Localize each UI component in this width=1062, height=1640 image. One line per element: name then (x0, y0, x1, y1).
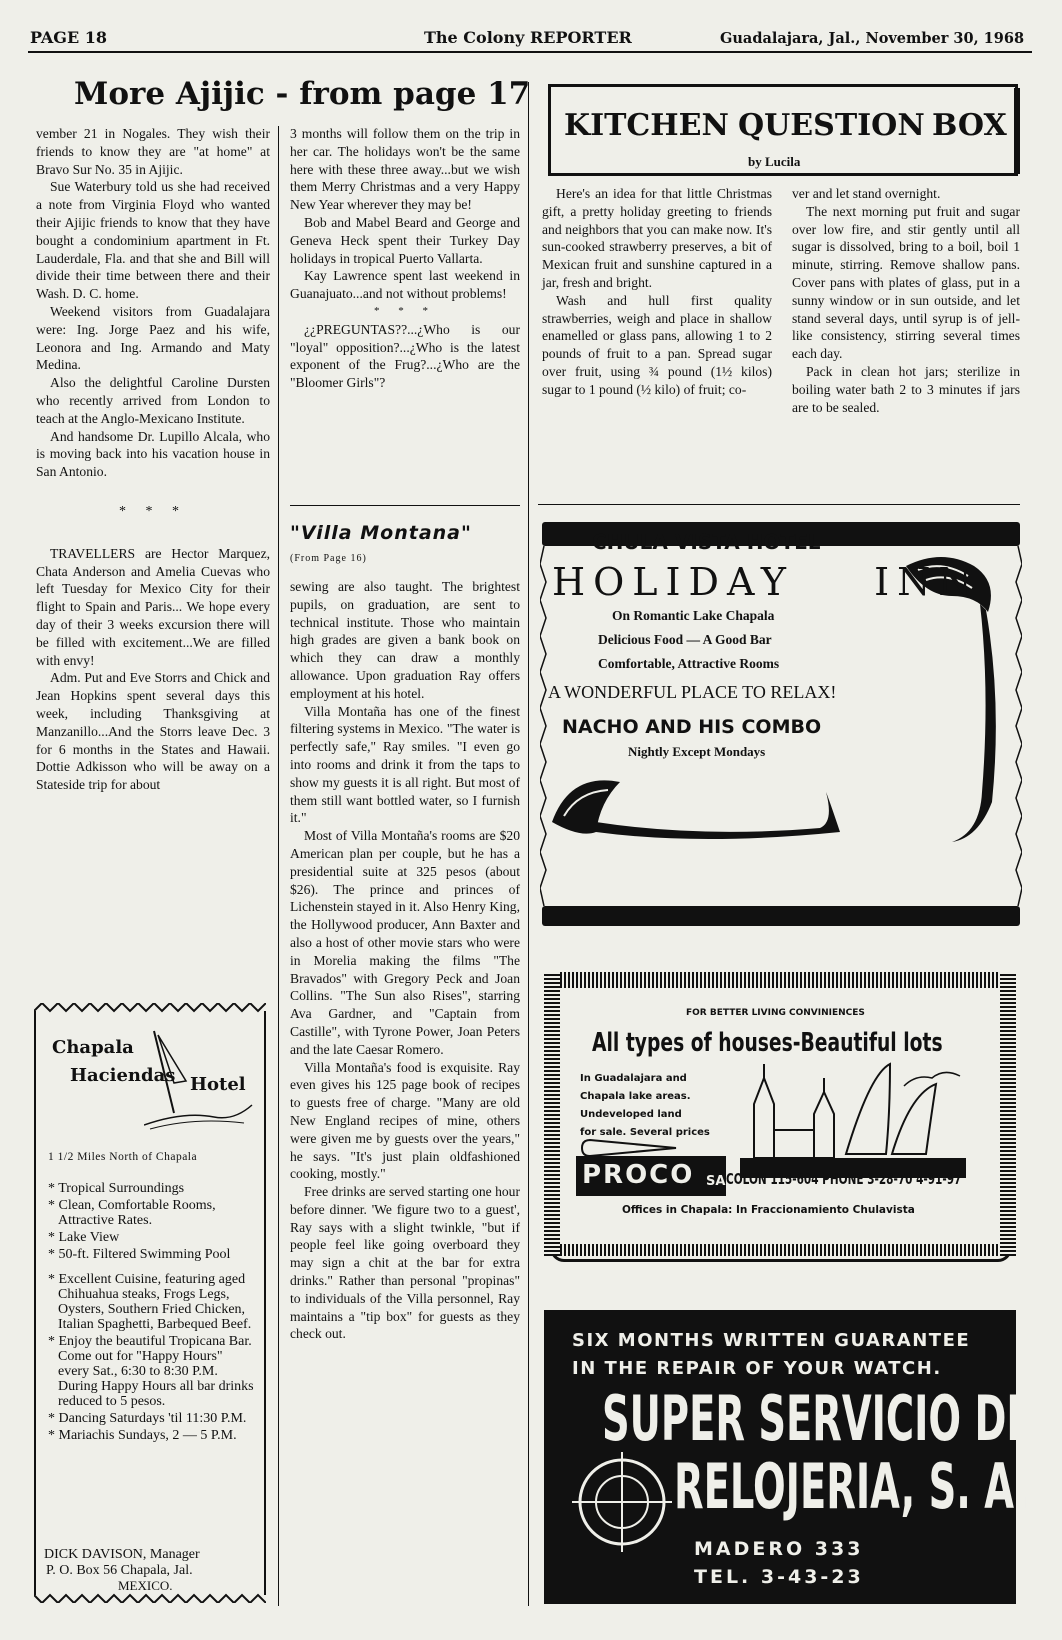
paragraph: sewing are also taught. The brightest pupils, on graduation, are sent to technical institute. Those who maintain high grades are given a bank book on which they can draw a monthly allowance. Upon graduation Ray offers employment at his hotel. (290, 579, 520, 701)
holiday-ad-line: Delicious Food — A Good Bar (598, 632, 772, 647)
chapala-ad-country: MEXICO. (118, 1578, 173, 1593)
holiday-ad-name: HOLIDAY INN (552, 560, 980, 604)
paper-name: The Colony REPORTER (424, 28, 632, 47)
holiday-ad-slogan: A WONDERFUL PLACE TO RELAX! (548, 682, 837, 702)
watch-ad-name-2: RELOJERIA, S. A. (674, 1450, 1030, 1523)
hatched-bottom (544, 1244, 1016, 1256)
chapala-ad-name-1: Chapala (52, 1037, 134, 1058)
kitchen-byline: by Lucila (748, 154, 801, 169)
holiday-inn-ad (540, 522, 1022, 928)
paragraph: Most of Villa Montaña's rooms are $20 American plan per couple, but he has a presidential suite at 325 pesos (about $26). The prince and princes of Lichenstein stayed in it. Also Henry King, the Hollywood producer, Ann Baxter and also a host of other movie stars who were in Morelia making the films "The Bravados" with Gregory Peck and Joan Collins. "The Sun also Rises", starring Ava Gardner, and "Captain from Castille", with Tyrone Power, Joan Peters and the late Caesar Romero. (290, 828, 520, 1057)
feature-item: * Lake View (48, 1230, 120, 1245)
hatched-top (544, 972, 1016, 988)
section-rule (290, 505, 520, 506)
paragraph: vember 21 in Nogales. They wish their friends to know they are "at home" at Bravo Sur No. 35 in Ajijic. (36, 126, 270, 177)
proco-line: for sale. Several prices (580, 1127, 710, 1138)
paragraph: Kay Lawrence spent last weekend in Guanajuato...and not without problems! (290, 268, 520, 302)
header-rule (28, 51, 1032, 53)
holiday-ad-band-sub: Nightly Except Mondays (628, 744, 766, 759)
holiday-ad-line: On Romantic Lake Chapala (612, 608, 775, 623)
feature-item: * Tropical Surroundings (48, 1181, 185, 1196)
column-rule-1 (278, 126, 279, 1606)
proco-logo-suffix: SA (706, 1174, 726, 1189)
holiday-ad-top: CHULA VISTA HOTEL (592, 530, 821, 554)
safety-pin-icon (580, 1138, 680, 1154)
proco-ad (540, 968, 1020, 1270)
ajijic-column-1 (36, 125, 270, 794)
kitchen-title-word: KITCHEN (564, 108, 729, 143)
paragraph: Pack in clean hot jars; sterilize in boiling water bath 2 to 3 minutes if jars are to be sealed. (792, 363, 1020, 415)
paragraph: TRAVELLERS are Hector Marquez, Chata Anderson and Amelia Cuevas who left Tuesday for Mexico City for their flight to Spain and Paris... We hope every day of their 3 weeks excursion there will be filled with excitement...We are filled with envy! (36, 545, 270, 668)
separator-stars: * * * (119, 503, 187, 519)
kitchen-bottom-rule (538, 504, 1020, 505)
holiday-ad-band: NACHO AND HIS COMBO (562, 716, 822, 738)
proco-line: Chapala lake areas. (580, 1091, 691, 1102)
watch-ad-line: IN THE REPAIR OF YOUR WATCH. (572, 1358, 942, 1379)
proco-offices: Offices in Chapala: In Fraccionamiento Chulavista (622, 1204, 915, 1216)
hatched-right (1000, 972, 1016, 1256)
ajijic-headline: More Ajijic - from page 17 (74, 76, 531, 112)
proco-line: In Guadalajara and (580, 1073, 687, 1084)
paragraph: ¿¿PREGUNTAS??...¿Who is our "loyal" opposition?...¿Who is the latest exponent of the Frug?...¿Who are the "Bloomer Girls"? (290, 321, 520, 391)
paragraph: Free drinks are served starting one hour before dinner. 'We figure two to a guest', Ray says with a slight twinkle, "but if people feel like going overboard they may sign a chit at the bar for extra drinks." Rather than personal "propinas" to individuals of the Villa personnel, Ray maintains a "tip box" for guests as they check out. (290, 1184, 520, 1342)
proco-tag: FOR BETTER LIVING CONVINIENCES (686, 1008, 865, 1018)
bottom-bar (542, 906, 1020, 926)
ajijic-column-2 (290, 125, 520, 392)
proco-headline: All types of houses-Beautiful lots (592, 1028, 943, 1058)
chapala-ad-name-3: Hotel (190, 1074, 246, 1095)
chapala-ad-address: P. O. Box 56 Chapala, Jal. (46, 1563, 193, 1578)
paragraph: ver and let stand overnight. (792, 186, 941, 201)
feature-item: * Mariachis Sundays, 2 — 5 P.M. (48, 1428, 237, 1443)
kitchen-column-1 (542, 185, 772, 399)
villa-title: "Villa Montana" (290, 522, 472, 544)
paragraph: Villa Montaña's food is exquisite. Ray even gives his 125 page book of recipes to guests free of charge. "Many are old New England recipes of mine, others were given me by guests over the years," he says. "It's just plain oldfashioned cooking, mostly." (290, 1059, 520, 1182)
proco-line: Undeveloped land (580, 1109, 682, 1120)
paragraph: Adm. Put and Eve Storrs and Chick and Jean Hopkins spent several days this week, including Thanksgiving at Manzanillo...And the Storrs leave Dec. 3 for 6 months in the States and Hawaii. Dottie Adkisson who will be away on a Stateside trip for about (36, 670, 270, 793)
clock-face-icon (572, 1452, 672, 1552)
hatched-left (544, 972, 560, 1256)
separator-stars: * * * (374, 304, 436, 317)
paragraph: Weekend visitors from Guadalajara were: Ing. Jorge Paez and his wife, Leonora and Ing. Armando and Maty Medina. (36, 303, 270, 373)
watch-ad-phone: TEL. 3-43-23 (694, 1566, 864, 1588)
kitchen-title-word: BOX (932, 108, 1007, 143)
holiday-ad-line: Comfortable, Attractive Rooms (598, 656, 780, 671)
kitchen-column-2 (792, 185, 1020, 416)
villa-from: (From Page 16) (290, 553, 367, 564)
paragraph: Sue Waterbury told us she had received a note from Virginia Floyd who wanted their Ajijic friends to know that they have bought a condominium apartment in Ft. Lauderdale, Fla. and that she and Bill will divide their time between there and their Wash. D. C. home. (36, 179, 270, 302)
paragraph: 3 months will follow them on the trip in her car. The holidays won't be the same here with these three away...but we wish them Merry Christmas and a very Happy New Year wherever they may be! (290, 126, 520, 213)
feature-item: * Excellent Cuisine, featuring aged Chihuahua steaks, Frogs Legs, Oysters, Southern Fried Chicken, Italian Spaghetti, Barbequed Beef. (48, 1272, 252, 1332)
paragraph: Here's an idea for that little Christmas gift, a pretty holiday greeting to friends and neighbors that you can make now. It's sun-cooked strawberry preserves, a bit of Mexican fruit and sunshine captured in a jar, fresh and bright. (542, 186, 772, 290)
paragraph: The next morning put fruit and sugar over low fire, and stir gently until all sugar is dissolved, bring to a boil, boil 1 minute, stirring. Remove shallow pans. Cover pans with plates of glass, put in a sunny window or in sun outside, and let stand several days, until syrup is of jell-like consistency, stirring several times each day. (792, 203, 1020, 362)
watch-ad-address: MADERO 333 (694, 1538, 864, 1560)
watch-ad-name-1: SUPER SERVICIO DE (602, 1382, 1033, 1455)
chapala-haciendas-ad (34, 1003, 266, 1603)
paragraph: Villa Montaña has one of the finest filtering systems in Mexico. "The water is perfectly safe," Ray smiles. "I even go into rooms and drink it from the taps to show my guests it is all right. But most of them still want bottled water, so I furnish it." (290, 703, 520, 826)
feature-item: * 50-ft. Filtered Swimming Pool (48, 1247, 231, 1262)
feature-item: * Enjoy the beautiful Tropicana Bar. Come out for "Happy Hours" every Sat., 6:30 to 8:30 P.M. During Happy Hours all bar drinks reduced to 5 pesos. (48, 1334, 254, 1409)
proco-lines (580, 1070, 710, 1142)
column-rule-2 (528, 82, 529, 1606)
paragraph: Bob and Mabel Beard and George and Geneva Heck spent their Turkey Day holidays in tropical Puerto Vallarta. (290, 214, 520, 266)
feature-item: * Dancing Saturdays 'til 11:30 P.M. (48, 1411, 247, 1426)
paragraph: Wash and hull first quality strawberries, weigh and place in shallow enamelled or glass pans, allowing 1 to 2 pounds of fruit to a pan. Spread sugar over fruit, using ¾ pound (1½ kilos) sugar to 1 pound (½ kilo) of fruit; co- (542, 292, 772, 397)
chapala-ad-features (44, 1181, 254, 1445)
feature-item: * Clean, Comfortable Rooms, Attractive Rates. (48, 1198, 216, 1228)
page-number: PAGE 18 (30, 28, 107, 47)
paragraph: And handsome Dr. Lupillo Alcala, who is moving back into his vacation house in San Antonio. (36, 428, 270, 480)
chapala-ad-name-2: Haciendas (70, 1065, 176, 1086)
watch-ad-line: SIX MONTHS WRITTEN GUARANTEE (572, 1330, 971, 1351)
chapala-ad-manager: DICK DAVISON, Manager (44, 1547, 200, 1562)
proco-logo: PROCO (582, 1160, 695, 1190)
villa-column (290, 578, 520, 1343)
watch-repair-ad (544, 1310, 1033, 1604)
proco-contact: COLON 115-604 PHONE 3-28-70 4-91-97 (726, 1170, 962, 1188)
chapala-ad-location: 1 1/2 Miles North of Chapala (48, 1151, 198, 1163)
leaf-ornament-bottom-icon (550, 762, 850, 852)
kitchen-title-word: QUESTION (738, 108, 925, 143)
issue-date: Guadalajara, Jal., November 30, 1968 (720, 30, 1025, 47)
paragraph: Also the delightful Caroline Dursten who recently arrived from London to teach at the Anglo-Mexicano Institute. (36, 375, 270, 426)
box-shadow (1014, 88, 1020, 174)
